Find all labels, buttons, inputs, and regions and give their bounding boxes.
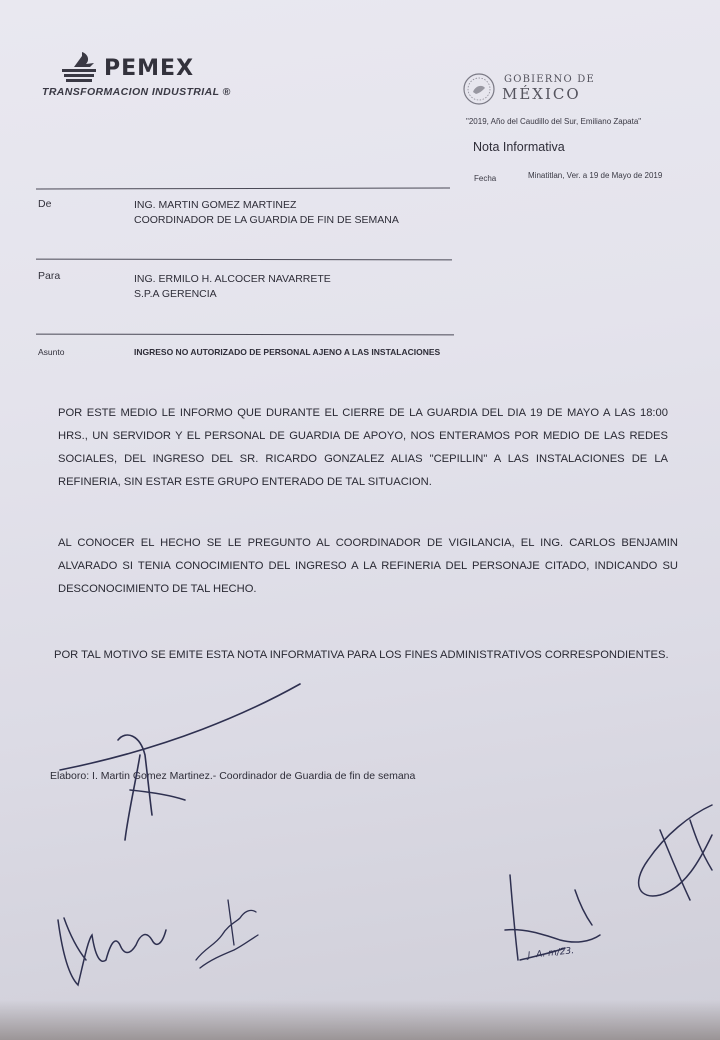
divider xyxy=(36,259,452,261)
gobierno-line2: MÉXICO xyxy=(502,85,581,103)
signature-right-bottom xyxy=(505,875,600,960)
date-label: Fecha xyxy=(474,174,497,183)
divider xyxy=(36,187,450,189)
signature-right-edge xyxy=(639,805,712,900)
pemex-name: PEMEX xyxy=(104,56,195,81)
subject-value: INGRESO NO AUTORIZADO DE PERSONAL AJENO A LAS INSTALACIONES xyxy=(134,347,441,357)
to-title: S.P.A GERENCIA xyxy=(134,288,217,300)
signature-center-left xyxy=(196,900,258,968)
document-type: Nota Informativa xyxy=(473,140,565,154)
to-name: ING. ERMILO H. ALCOCER NAVARRETE xyxy=(134,273,331,285)
from-name: ING. MARTIN GOMEZ MARTINEZ xyxy=(134,199,297,211)
author-signature xyxy=(60,684,300,840)
national-seal-icon xyxy=(462,72,496,106)
from-title: COORDINADOR DE LA GUARDIA DE FIN DE SEMANA xyxy=(134,214,399,226)
body-paragraph-3: POR TAL MOTIVO SE EMITE ESTA NOTA INFORMATIVA PARA LOS FINES ADMINISTRATIVOS CORRESPONDIENTES. xyxy=(54,649,669,661)
body-paragraph-2: AL CONOCER EL HECHO SE LE PREGUNTO AL COORDINADOR DE VIGILANCIA, EL ING. CARLOS BENJAMIN ALVARADO SI TENIA CONOCIMIENTO DEL INGRESO A LA REFINERIA DEL PERSONAJE CITADO, INDICANDO SU DESCONOCIMIENTO DE TAL HECHO. xyxy=(58,537,678,595)
subject-label: Asunto xyxy=(38,347,65,357)
pemex-eagle-icon xyxy=(60,50,100,84)
prepared-by: Elaboro: I. Martin Gomez Martinez.- Coordinador de Guardia de fin de semana xyxy=(50,770,416,782)
signature-left xyxy=(58,918,166,985)
date-value: Minatitlan, Ver. a 19 de Mayo de 2019 xyxy=(528,171,663,180)
divider xyxy=(36,334,454,336)
from-label: De xyxy=(38,198,52,210)
gobierno-logo xyxy=(462,72,662,112)
pemex-subtitle: TRANSFORMACION INDUSTRIAL ® xyxy=(42,86,231,98)
body-paragraph-1: POR ESTE MEDIO LE INFORMO QUE DURANTE EL CIERRE DE LA GUARDIA DEL DIA 19 DE MAYO A LAS 18:00 HRS., UN SERVIDOR Y EL PERSONAL DE GUARDIA DE APOYO, NOS ENTERAMOS POR MEDIO DE LAS REDES SOCIALES, DEL INGRESO DEL SR. RICARDO GONZALEZ ALIAS "CEPILLIN" A LAS INSTALACIONES DE LA REFINERIA, SIN ESTAR ESTE GRUPO ENTERADO DE TAL SITUACION. xyxy=(58,407,668,488)
initials-note: J. A. m/23. xyxy=(527,946,575,961)
pemex-logo xyxy=(40,46,230,106)
to-label: Para xyxy=(38,270,61,282)
year-motto: "2019, Año del Caudillo del Sur, Emiliano Zapata" xyxy=(466,117,642,126)
gobierno-line1: GOBIERNO DE xyxy=(504,74,595,85)
